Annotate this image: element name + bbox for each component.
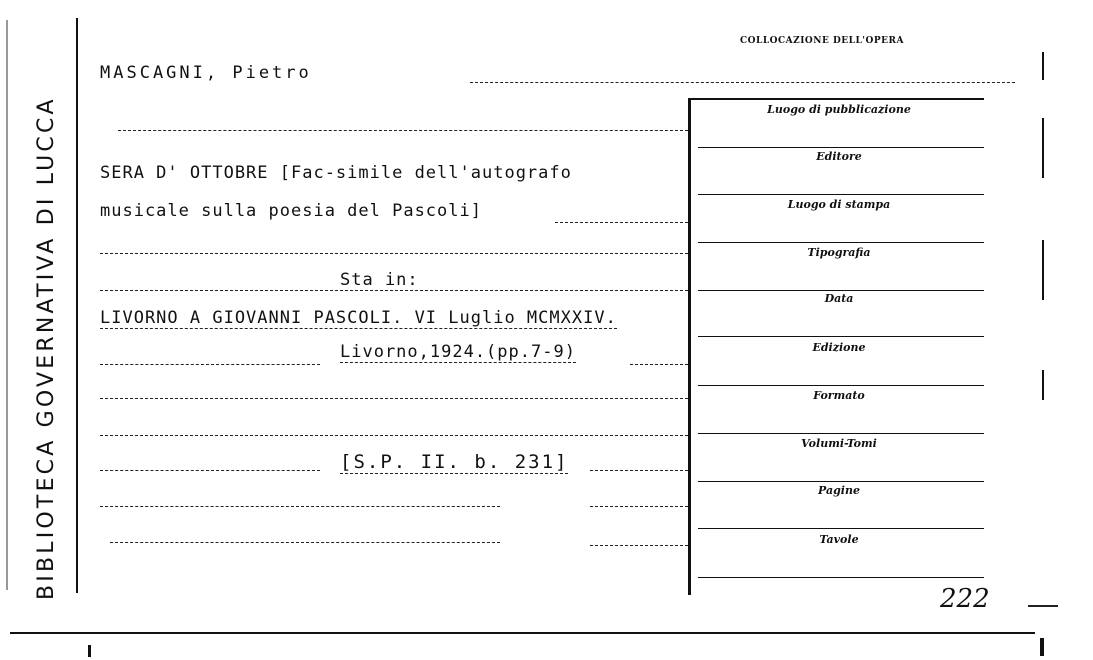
rule: [118, 130, 688, 132]
rule: [590, 506, 688, 508]
rule: [100, 290, 688, 292]
field-label: Luogo di pubblicazione: [767, 103, 911, 116]
field-label: Luogo di stampa: [787, 198, 891, 211]
rule: [100, 470, 320, 472]
field-rule: [698, 194, 984, 195]
collocation-header: COLLOCAZIONE DELL'OPERA: [740, 36, 904, 46]
field-label: Volumi-Tomi: [801, 437, 877, 450]
field-rule: [698, 481, 984, 482]
rule: [590, 470, 688, 472]
shelfmark: [S.P. II. b. 231]: [340, 451, 569, 473]
bottom-border: [10, 632, 1035, 634]
field-rule: [698, 147, 984, 148]
field-label: Tavole: [819, 533, 859, 546]
field-label: Data: [824, 292, 854, 305]
edge-mark: [1042, 370, 1044, 400]
field-rule: [698, 528, 984, 529]
handwritten-number: 222: [940, 584, 990, 614]
source-line-2: Livorno,1924.(pp.7-9): [340, 342, 576, 362]
edge-mark: [1042, 240, 1044, 300]
edge-mark: [1042, 118, 1044, 178]
rule: [555, 222, 688, 224]
field-rule: [698, 385, 984, 386]
field-label: Formato: [813, 389, 865, 402]
in-label: Sta in:: [340, 270, 419, 290]
rule: [100, 435, 688, 437]
field-box-top: [688, 98, 984, 100]
field-label: Tipografia: [807, 246, 871, 259]
edge-mark: [1042, 52, 1044, 80]
rule: [100, 364, 320, 366]
rule: [630, 364, 688, 366]
source-line-1: LIVORNO A GIOVANNI PASCOLI. VI Luglio MCMXXIV.: [100, 308, 617, 328]
rule: [470, 82, 1015, 84]
field-rule: [698, 242, 984, 243]
left-edge-mark: [6, 20, 8, 590]
left-margin-rule: [76, 18, 78, 593]
rule: [100, 506, 500, 508]
field-rule: [698, 577, 984, 578]
pen-mark: [1028, 605, 1058, 608]
field-label: Pagine: [818, 484, 860, 497]
field-rule: [698, 336, 984, 337]
library-title: BIBLIOTECA GOVERNATIVA DI LUCCA: [34, 96, 59, 600]
rule: [100, 253, 688, 255]
rule: [100, 398, 688, 400]
edge-mark: [1040, 638, 1044, 656]
author: MASCAGNI, Pietro: [100, 63, 312, 83]
field-label: Editore: [816, 150, 862, 163]
title-line-1: SERA D' OTTOBRE [Fac-simile dell'autografo: [100, 163, 572, 183]
field-rule: [698, 433, 984, 434]
field-label: Edizione: [812, 341, 866, 354]
title-line-2: musicale sulla poesia del Pascoli]: [100, 201, 482, 221]
rule: [590, 545, 688, 547]
edge-mark: [88, 645, 91, 657]
field-rule: [698, 290, 984, 291]
rule: [110, 542, 500, 544]
field-box-border: [688, 98, 691, 595]
